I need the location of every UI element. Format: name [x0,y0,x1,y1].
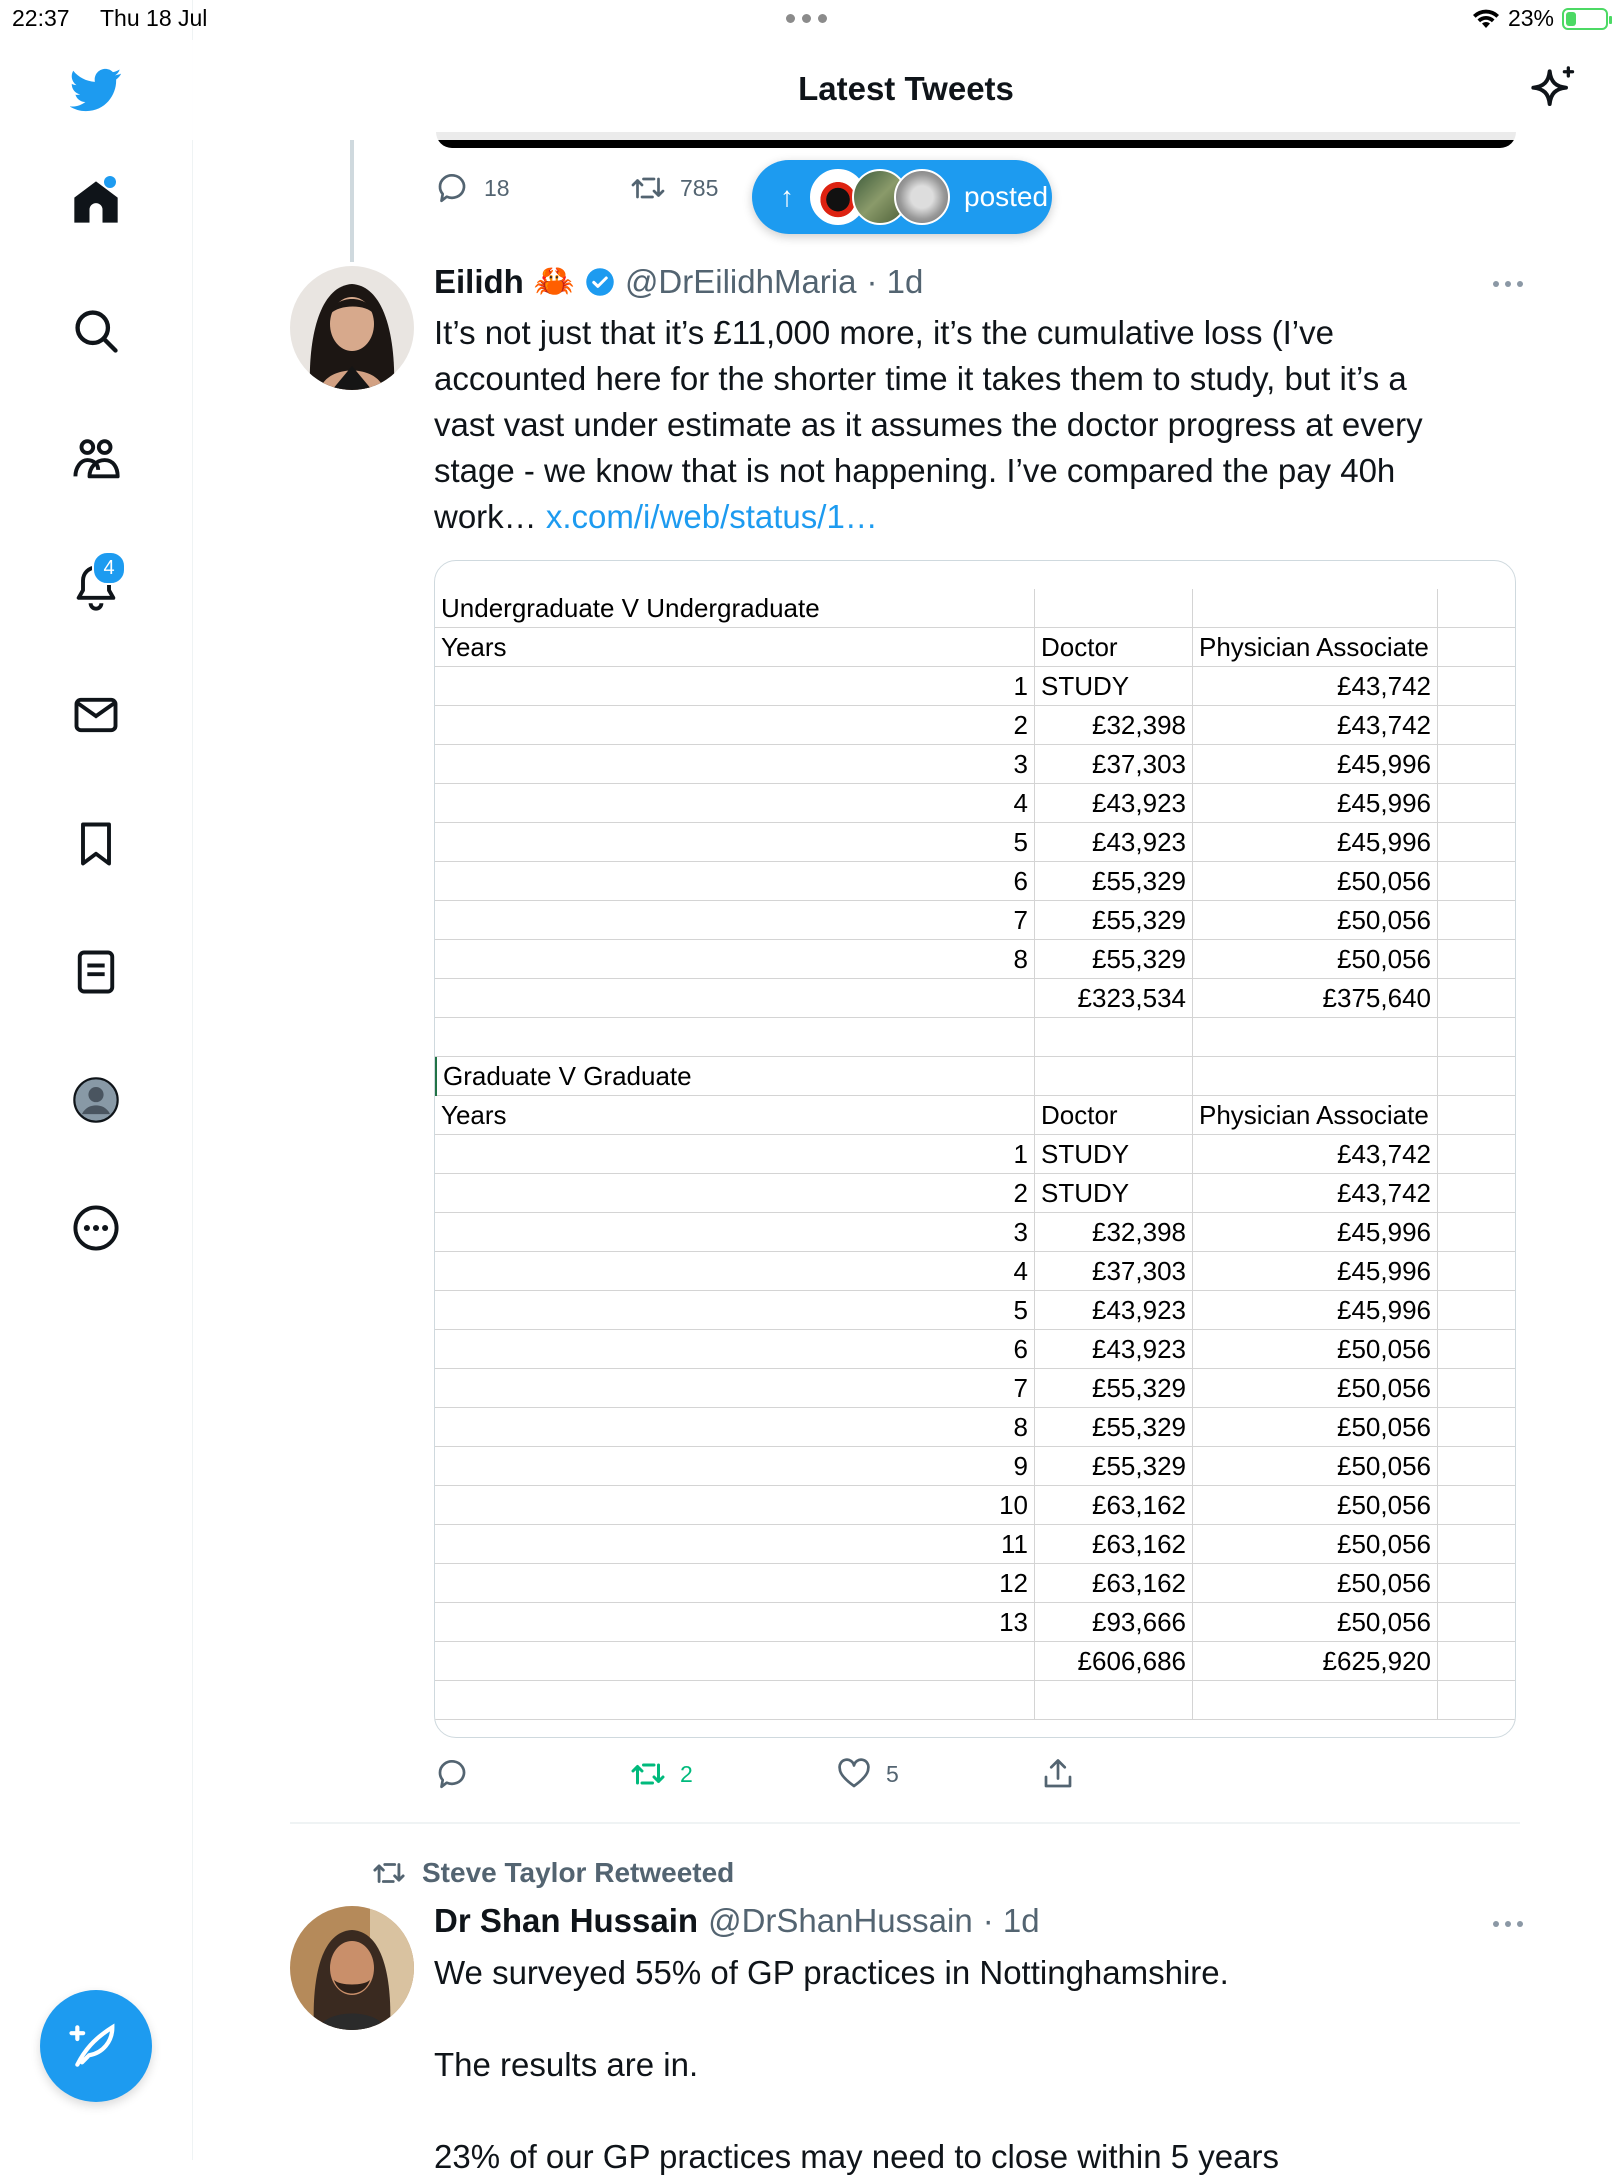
sheet-year: 6 [435,1330,1035,1369]
crab-emoji: 🦀 [533,262,575,299]
sheet-row [435,1213,1515,1252]
reply-icon [434,170,470,206]
sheet-row [435,1330,1515,1369]
messages-icon [70,689,122,741]
retweeted-by-label: Steve Taylor Retweeted [422,1857,735,1888]
retweet-button[interactable] [630,1756,693,1792]
sheet-year: 7 [435,1369,1035,1408]
nav-messages[interactable] [52,671,140,759]
sheet-pa-value: £45,996 [1193,823,1438,862]
sheet-pa-value: £45,996 [1193,745,1438,784]
sheet-doctor-value: £55,329 [1035,901,1193,940]
sheet-year: 6 [435,862,1035,901]
sheet-row [435,1135,1515,1174]
sheet-row [435,667,1515,706]
sheet-year: 10 [435,1486,1035,1525]
retweet-icon [630,170,666,206]
status-date: Thu 18 Jul [100,5,208,31]
sheet-row [435,1525,1515,1564]
sheet-doctor-value: £55,329 [1035,862,1193,901]
verified-badge-icon [585,267,615,297]
tweet-text [434,310,1514,540]
sheet-pa-value: £43,742 [1193,1174,1438,1213]
avatar[interactable] [290,1906,414,2030]
like-button[interactable] [836,1756,899,1792]
tweet-image-spreadsheet[interactable] [434,560,1516,1738]
sheet-pa-value: £50,056 [1193,1447,1438,1486]
tweet-time[interactable]: · 1d [982,1902,1040,1939]
sheet-pa-value: £50,056 [1193,940,1438,979]
page-title: Latest Tweets [798,70,1014,107]
compose-feather-icon [68,2018,124,2074]
sheet-total-doctor: £323,534 [1035,979,1193,1018]
status-bar [0,0,1620,40]
sheet-row [435,706,1515,745]
thread-line [350,140,354,262]
sheet-row [435,862,1515,901]
tweet-time[interactable]: · 1d [866,262,924,300]
tweet-text-line: work… [434,498,537,535]
sheet-year: 5 [435,823,1035,862]
sheet-year: 1 [435,667,1035,706]
author-handle[interactable]: @DrEilidhMaria [624,262,857,300]
arrow-up-icon: ↑ [780,181,794,212]
sheet-doctor-value: £55,329 [1035,1447,1193,1486]
nav-bookmarks[interactable] [52,800,140,888]
sheet-section-title: Graduate V Graduate [435,1057,1035,1096]
status-time: 22:37 [12,5,70,31]
tweet-text-line: vast vast under estimate as it assumes the doctor progress at every [434,406,1423,443]
nav-profile[interactable] [52,1056,140,1144]
sheet-doctor-value: STUDY [1035,1174,1193,1213]
tweet-text-line: accounted here for the shorter time it takes them to study, but it’s a [434,360,1407,397]
sheet-year: 11 [435,1525,1035,1564]
retweet-banner[interactable] [372,1856,734,1890]
lists-icon [70,946,122,998]
sidebar [0,0,193,2160]
sheet-doctor-value: £63,162 [1035,1486,1193,1525]
sheet-row [435,1408,1515,1447]
sheet-year: 4 [435,1252,1035,1291]
bookmarks-icon [70,818,122,870]
sheet-doctor-value: STUDY [1035,667,1193,706]
profile-icon [70,1074,122,1126]
tweet-text [434,1950,1514,2180]
sheet-doctor-value: £43,923 [1035,1330,1193,1369]
battery-icon [1562,8,1608,30]
timeline[interactable] [192,0,1620,2175]
tweet-text-line: It’s not just that it’s £11,000 more, it’s the cumulative loss (I’ve [434,314,1334,351]
nav-communities[interactable] [52,415,140,503]
heart-icon [836,1756,872,1792]
nav-search[interactable] [52,287,140,375]
twitter-logo[interactable] [52,45,140,133]
sheet-year: 9 [435,1447,1035,1486]
sheet-pa-value: £43,742 [1193,667,1438,706]
sheet-year: 2 [435,706,1035,745]
sheet-row [435,1369,1515,1408]
posted-label: posted [964,181,1049,212]
sheet-pa-value: £45,996 [1193,784,1438,823]
retweet-icon [630,1756,666,1792]
battery-percent: 23% [1507,5,1554,31]
sheet-pa-value: £50,056 [1193,1525,1438,1564]
sheet-year: 4 [435,784,1035,823]
retweet-icon [372,1856,406,1890]
new-posts-pill[interactable] [752,160,1052,234]
nav-more[interactable] [52,1184,140,1272]
sheet-year: 7 [435,901,1035,940]
sheet-section-title: Undergraduate V Undergraduate [435,589,1035,628]
sheet-row [435,940,1515,979]
search-icon [70,305,122,357]
avatar-photo [290,1906,414,2030]
sheet-pa-value: £50,056 [1193,1603,1438,1642]
sheet-row [435,823,1515,862]
sheet-total-pa: £375,640 [1193,979,1438,1018]
sheet-col-pa: Physician Associate [1193,1096,1438,1135]
top-bar [192,40,1620,140]
tweet-link[interactable]: x.com/i/web/status/1… [545,498,878,535]
sheet-pa-value: £50,056 [1193,1486,1438,1525]
sheet-total-pa: £625,920 [1193,1642,1438,1681]
notifications-badge: 4 [92,551,126,585]
prev-retweet-count: 785 [680,174,719,201]
sheet-doctor-value: STUDY [1035,1135,1193,1174]
sheet-pa-value: £50,056 [1193,1408,1438,1447]
sheet-doctor-value: £55,329 [1035,940,1193,979]
sheet-years-label: Years [435,628,1035,667]
twitter-bird-icon [70,63,122,115]
sheet-doctor-value: £43,923 [1035,823,1193,862]
sheet-pa-value: £45,996 [1193,1291,1438,1330]
tweet-separator [290,1822,1520,1824]
avatar-photo [290,266,414,390]
reply-icon [434,1756,470,1792]
sheet-pa-value: £45,996 [1193,1213,1438,1252]
sheet-doctor-value: £32,398 [1035,706,1193,745]
sheet-row [435,901,1515,940]
prev-retweet-button[interactable] [630,170,718,206]
sheet-pa-value: £45,996 [1193,1252,1438,1291]
sheet-row [435,1174,1515,1213]
nav-notifications[interactable] [52,543,140,631]
sheet-doctor-value: £93,666 [1035,1603,1193,1642]
more-options-icon[interactable] [1488,1914,1528,1934]
sheet-doctor-value: £37,303 [1035,745,1193,784]
prev-reply-button[interactable] [434,170,510,206]
sheet-total-doctor: £606,686 [1035,1642,1193,1681]
sheet-year: 1 [435,1135,1035,1174]
sheet-year: 5 [435,1291,1035,1330]
sheet-doctor-value: £43,923 [1035,1291,1193,1330]
sheet-doctor-value: £43,923 [1035,784,1193,823]
sheet-years-label: Years [435,1096,1035,1135]
wifi-icon [1472,8,1500,30]
share-button[interactable] [1040,1756,1076,1792]
more-options-icon[interactable] [1488,274,1528,294]
tweet-text-line: stage - we know that is not happening. I’ve compared the pay 40h [434,452,1396,489]
sheet-doctor-value: £55,329 [1035,1408,1193,1447]
sheet-year: 8 [435,1408,1035,1447]
retweet-count: 2 [680,1760,693,1787]
sheet-pa-value: £50,056 [1193,1330,1438,1369]
like-count: 5 [886,1760,899,1787]
sheet-row [435,1447,1515,1486]
sheet-year: 3 [435,745,1035,784]
sheet-doctor-value: £32,398 [1035,1213,1193,1252]
home-new-dot [104,176,116,188]
sheet-col-doctor: Doctor [1035,1096,1193,1135]
sheet-year: 13 [435,1603,1035,1642]
tweet-text-line: The results are in. [434,2046,699,2083]
share-icon [1040,1756,1076,1792]
author-name[interactable]: Dr Shan Hussain [434,1902,699,1939]
communities-icon [70,433,122,485]
sheet-pa-value: £43,742 [1193,706,1438,745]
compose-tweet-button[interactable] [40,1990,152,2102]
sheet-row [435,784,1515,823]
sheet-doctor-value: £37,303 [1035,1252,1193,1291]
author-handle[interactable]: @DrShanHussain [708,1902,973,1939]
prev-reply-count: 18 [484,174,510,201]
sheet-row [435,1564,1515,1603]
sheet-year: 3 [435,1213,1035,1252]
tweet-text-line: 23% of our GP practices may need to close within 5 years [434,2138,1279,2175]
sheet-pa-value: £43,742 [1193,1135,1438,1174]
sheet-pa-value: £50,056 [1193,862,1438,901]
sparkle-icon[interactable] [1524,62,1580,118]
poster-avatar [894,169,950,225]
nav-lists[interactable] [52,928,140,1016]
author-name[interactable]: Eilidh [434,262,524,300]
sheet-row [435,1486,1515,1525]
nav-home[interactable] [52,158,140,246]
avatar[interactable] [290,266,414,390]
reply-button[interactable] [434,1756,470,1792]
more-icon [70,1202,122,1254]
sheet-doctor-value: £63,162 [1035,1525,1193,1564]
sheet-doctor-value: £63,162 [1035,1564,1193,1603]
tweet-text-line: We surveyed 55% of GP practices in Nottinghamshire. [434,1954,1229,1991]
sheet-row [435,1603,1515,1642]
sheet-doctor-value: £55,329 [1035,1369,1193,1408]
sheet-col-pa: Physician Associate [1193,628,1438,667]
sheet-year: 8 [435,940,1035,979]
sheet-col-doctor: Doctor [1035,628,1193,667]
sheet-pa-value: £50,056 [1193,901,1438,940]
multitasking-dots-icon[interactable] [786,14,827,23]
sheet-year: 12 [435,1564,1035,1603]
sheet-pa-value: £50,056 [1193,1369,1438,1408]
sheet-row [435,1252,1515,1291]
sheet-row [435,1291,1515,1330]
sheet-pa-value: £50,056 [1193,1564,1438,1603]
sheet-row [435,745,1515,784]
sheet-year: 2 [435,1174,1035,1213]
